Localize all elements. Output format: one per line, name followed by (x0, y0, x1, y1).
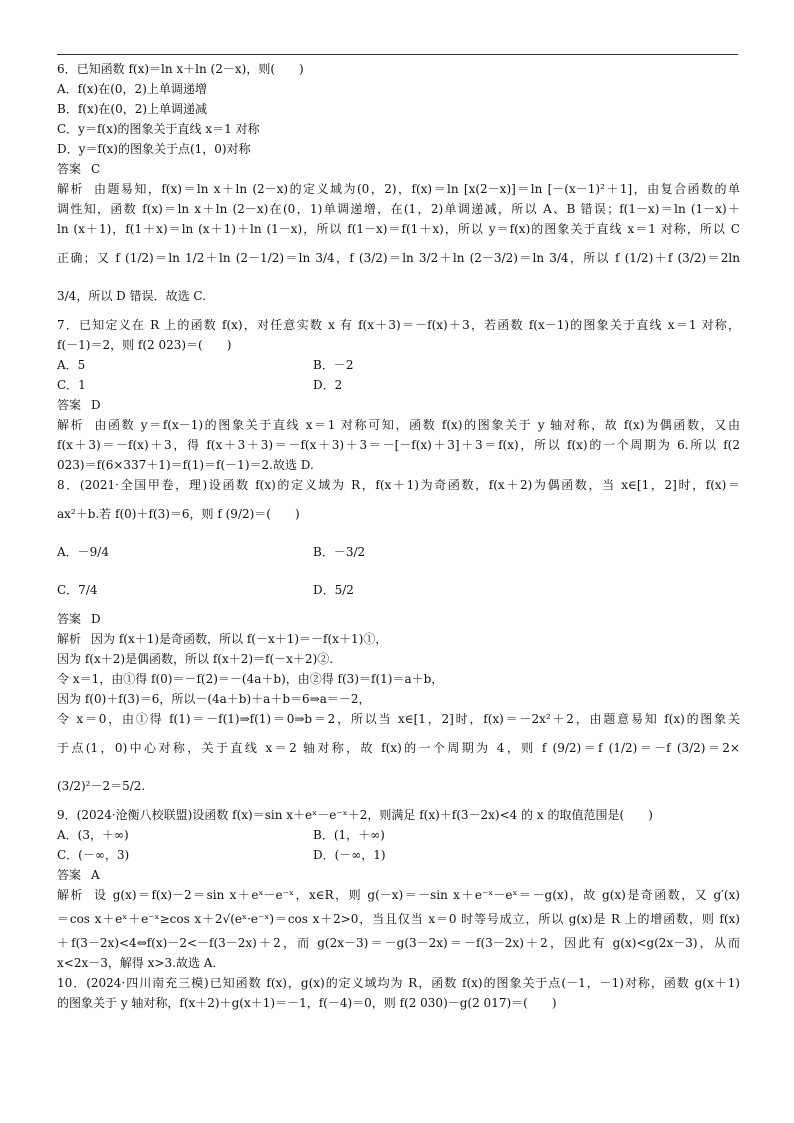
solution-text: 设 g(x)＝f(x)－2＝sin x＋eˣ－e⁻ˣ，x∈R，则 g(－x)＝－sin x＋e⁻ˣ－eˣ＝－g(x)，故 g(x)是奇函数，又 g′(x) (93, 888, 740, 902)
solution-line (57, 415, 740, 435)
option-d: D．5/2 (313, 583, 354, 597)
answer-label: 答案 (57, 612, 82, 626)
options-row (57, 533, 740, 571)
option-b: B．－2 (313, 358, 354, 372)
answer-label: 答案 (57, 398, 82, 412)
option-b: B．－3/2 (313, 545, 366, 559)
solution-line: 于点(1，0)中心对称，关于直线 x＝2 轴对称，故 f(x)的一个周期为 4，则 f (9/2)＝f (1/2)＝－f (3/2)＝2× (57, 741, 740, 755)
question-6 (57, 59, 740, 315)
solution-line: 023)＝f(6×337＋1)＝f(1)＝f(－1)＝2.故选 D. (57, 458, 314, 472)
solution-line: ＋f(3－2x)<4⇔f(x)－2<－f(3－2x)＋2，而 g(2x－3)＝－g(3－2x)＝－f(3－2x)＋2，因此有 g(x)<g(2x－3)，从而 (57, 936, 740, 950)
options-row (57, 825, 740, 845)
solution-line: 因为 f(0)＋f(3)＝6，所以－(4a＋b)＋a＋b＝6⇒a＝－2， (57, 692, 371, 706)
question-10 (57, 973, 740, 1013)
question-stem: 10．(2024·四川南充三模)已知函数 f(x)，g(x)的定义域均为 R，函数 f(x)的图象关于点(－1，－1)对称，函数 g(x＋1) (57, 976, 740, 990)
question-9 (57, 805, 740, 973)
solution-line: f(x＋3)＝－f(x)＋3，得 f(x＋3＋3)＝－f(x＋3)＋3＝－[－f(x)＋3]＋3＝f(x)，所以 f(x)的一个周期为 6.所以 f(2 (57, 438, 740, 452)
option-a: A．(3，＋∞) (57, 828, 129, 842)
answer-value: A (91, 868, 100, 882)
solution-label: 解析 (57, 888, 84, 902)
solution-line: (3/2)²－2＝5/2. (57, 779, 146, 793)
option-a: A．5 (57, 358, 86, 372)
answer-line (57, 395, 740, 415)
document-page (57, 59, 740, 1013)
question-stem: 8．(2021·全国甲卷，理)设函数 f(x)的定义域为 R，f(x＋1)为奇函数，f(x＋2)为偶函数，当 x∈[1，2]时，f(x)＝ (57, 478, 740, 492)
solution-line: x<2x－3，解得 x>3.故选 A. (57, 956, 217, 970)
option-c: C．(－∞，3) (57, 848, 130, 862)
answer-line (57, 865, 740, 885)
solution-line: ＝cos x＋eˣ＋e⁻ˣ≥cos x＋2√(eˣ·e⁻ˣ)＝cos x＋2>0，当且仅当 x＝0 时等号成立，所以 g(x)是 R 上的增函数，则 f(x) (57, 912, 740, 926)
question-stem: 的图象关于 y 轴对称，f(x＋2)＋g(x＋1)＝－1，f(－4)＝0，则 f(2 030)－g(2 017)＝( ) (57, 996, 557, 1010)
answer-label: 答案 (57, 868, 82, 882)
option-c: C．1 (57, 378, 86, 392)
option-c: C．y＝f(x)的图象关于直线 x＝1 对称 (57, 122, 260, 136)
question-7 (57, 315, 740, 475)
options-row (57, 355, 740, 375)
question-stem: ax²＋b.若 f(0)＋f(3)＝6，则 f (9/2)＝( ) (57, 507, 300, 521)
solution-line: 正确；又 f (1/2)＝ln 1/2＋ln (2－1/2)＝ln 3/4，f (3/2)＝ln 3/2＋ln (2－3/2)＝ln 3/4，所以 f (1/2)＋f (3/2)＝2ln (57, 251, 740, 265)
solution-line (57, 629, 740, 649)
question-stem: f(－1)＝2，则 f(2 023)＝( ) (57, 338, 232, 352)
solution-line (57, 885, 740, 905)
option-c: C．7/4 (57, 583, 98, 597)
header-rule (57, 54, 738, 55)
option-d: D．(－∞，1) (313, 848, 386, 862)
solution-line: 3/4，所以 D 错误．故选 C. (57, 289, 206, 303)
answer-line (57, 159, 740, 179)
solution-line: 调性知，函数 f(x)＝ln x＋ln (2－x)在(0，1)单调递增，在(1，2)单调递减，所以 A、B 错误；f(1－x)＝ln (1－x)＋ (57, 202, 740, 216)
answer-line (57, 609, 740, 629)
answer-value: D (91, 612, 101, 626)
question-stem: 7．已知定义在 R 上的函数 f(x)，对任意实数 x 有 f(x＋3)＝－f(x)＋3，若函数 f(x－1)的图象关于直线 x＝1 对称， (57, 318, 740, 332)
solution-label: 解析 (57, 632, 82, 646)
solution-text: 由题易知，f(x)＝ln x＋ln (2－x)的定义域为(0，2)，f(x)＝ln [x(2－x)]＝ln [－(x－1)²＋1]，由复合函数的单 (93, 182, 740, 196)
solution-line (57, 179, 740, 199)
question-stem: 9．(2024·沧衡八校联盟)设函数 f(x)＝sin x＋eˣ－e⁻ˣ＋2，则满足 f(x)＋f(3－2x)<4 的 x 的取值范围是( ) (57, 808, 653, 822)
question-stem: 6．已知函数 f(x)＝ln x＋ln (2－x)，则( ) (57, 62, 304, 76)
option-b: B．(1，＋∞) (313, 828, 385, 842)
solution-line: 令 x＝1，由①得 f(0)＝－f(2)＝－(4a＋b)，由②得 f(3)＝f(1)＝a＋b， (57, 672, 444, 686)
option-d: D．y＝f(x)的图象关于点(1，0)对称 (57, 142, 251, 156)
answer-label: 答案 (57, 162, 82, 176)
options-row (57, 845, 740, 865)
solution-line: ln (x＋1)，f(1＋x)＝ln (x＋1)＋ln (1－x)，所以 f(1－x)＝f(1＋x)，所以 y＝f(x)的图象关于直线 x＝1 对称，所以 C (57, 222, 740, 236)
question-8 (57, 475, 740, 805)
answer-value: D (91, 398, 101, 412)
answer-value: C (91, 162, 101, 176)
solution-label: 解析 (57, 182, 84, 196)
option-a: A．－9/4 (57, 545, 109, 559)
options-row (57, 375, 740, 395)
option-a: A．f(x)在(0，2)上单调递增 (57, 82, 207, 96)
solution-line: 令 x＝0，由①得 f(1)＝－f(1)⇒f(1)＝0⇒b＝2，所以当 x∈[1，2]时，f(x)＝－2x²＋2，由题意易知 f(x)的图象关 (57, 712, 740, 726)
solution-text: 因为 f(x＋1)是奇函数，所以 f(－x＋1)＝－f(x＋1)①， (91, 632, 388, 646)
solution-text: 由函数 y＝f(x－1)的图象关于直线 x＝1 对称可知，函数 f(x)的图象关于 y 轴对称，故 f(x)为偶函数，又由 (94, 418, 740, 432)
option-b: B．f(x)在(0，2)上单调递减 (57, 102, 208, 116)
solution-label: 解析 (57, 418, 85, 432)
option-d: D．2 (313, 378, 343, 392)
solution-line: 因为 f(x＋2)是偶函数，所以 f(x＋2)＝f(－x＋2)②. (57, 652, 334, 666)
options-row (57, 571, 740, 609)
